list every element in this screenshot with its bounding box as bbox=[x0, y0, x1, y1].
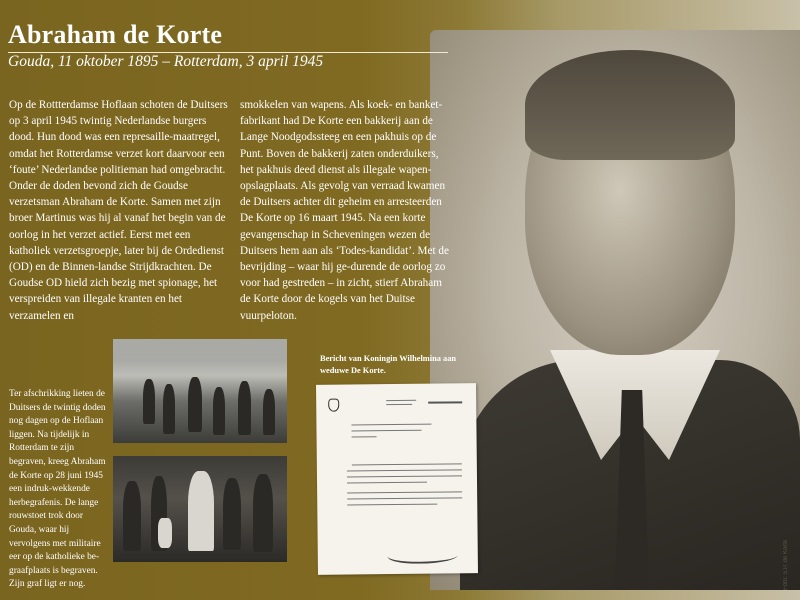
body-column-1: Op de Rottterdamse Hoflaan schoten de Duitsers op 3 april 1945 twintig Nederlandse burgers dood. Hun dood was een represaille-maatregel, omdat het Rotterdamse verzet kort daarvoor een ‘foute’ Nederlandse politieman had omgebracht. Onder de doden bevond zich de Goudse verzetsman Abraham de Korte. Samen met zijn broer Martinus was hij al vanaf het begin van de oorlog in het verzet actief. Eerst met een katholiek verzetsgroepje, later bij de Ordedienst (OD) en de Binnen-landse Strijdkrachten. De Goudse OD hield zich bezig met spionage, het verspreiden van illegale kranten en het verzamelen en bbox=[9, 99, 228, 322]
portrait-hair bbox=[525, 50, 735, 160]
funeral-sidebar-text: Ter afschrikking lieten de Duitsers de twintig doden nog dagen op de Hoflaan liggen. Na tijdelijk in Rotterdam te zijn begraven, kreeg Abraham de Korte op 28 juni 1945 een indruk-wekkende herbegrafenis. De lange rouwstoet trok door Gouda, waar hij vervolgens met militaire eer op de katholieke be-graafplaats is begraven. Zijn graf ligt er nog. bbox=[9, 389, 106, 590]
letter-document bbox=[316, 383, 478, 575]
letter-caption: Bericht van Koningin Wilhelmina aan weduwe De Korte. bbox=[320, 354, 457, 375]
photo-credit: Foto: S.P. de Korte bbox=[783, 539, 789, 590]
royal-crest-icon bbox=[328, 399, 339, 412]
page-title: Abraham de Korte bbox=[8, 20, 223, 49]
funeral-ceremony-photo bbox=[113, 456, 287, 562]
page-subtitle: Gouda, 11 oktober 1895 – Rotterdam, 3 april 1945 bbox=[8, 53, 324, 70]
portrait-photo bbox=[430, 30, 800, 590]
street-procession-photo bbox=[113, 339, 287, 443]
body-column-2: smokkelen van wapens. Als koek- en banket-fabrikant had De Korte een bakkerij aan de Lange Noodgodssteeg en een pakhuis op de Punt. Boven de bakkerij zaten onderduikers, het pakhuis deed dienst als illegale wapen-opslagplaats. Als gevolg van verraad kwamen de Duitsers achter dit geheim en arresteerden De Korte op 16 maart 1945. Na een korte gevangenschap in Scheveningen wezen de Duitsers hem aan als ‘Todes-kandidat’. Met de bevrijding – waar hij ge-durende de oorlog zo voor had gestreden – in zicht, stierf Abraham de Korte door de kogels van het Duitse vuurpeloton. bbox=[240, 99, 449, 322]
signature bbox=[385, 547, 461, 564]
